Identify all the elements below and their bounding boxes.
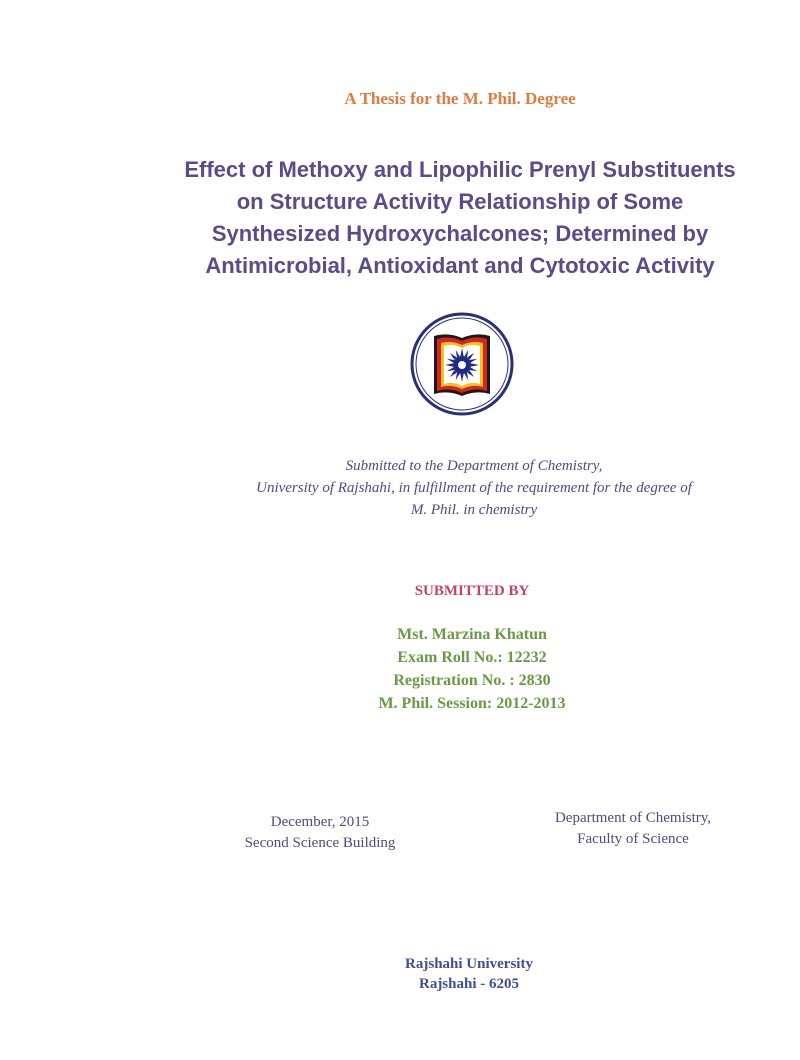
title-line: Synthesized Hydroxychalcones; Determined by [211,221,709,246]
submission-date: December, 2015 [270,814,370,830]
faculty-name: Faculty of Science [577,831,689,847]
footer-right [530,808,736,850]
registration-number: Registration No. : 2830 [393,672,551,689]
degree-line: A Thesis for the M. Phil. Degree [344,89,576,108]
title-line: on Structure Activity Relationship of Some [236,189,684,214]
footer-left [220,812,420,854]
university-name: Rajshahi University [405,956,533,972]
title-line: Antimicrobial, Antioxidant and Cytotoxic Activity [205,253,715,278]
university-block [0,954,800,994]
submitted-by-heading: SUBMITTED BY [414,583,530,599]
university-address: Rajshahi - 6205 [418,976,519,992]
building-name: Second Science Building [244,835,396,851]
exam-roll: Exam Roll No.: 12232 [397,649,547,666]
university-seal-icon [410,312,514,416]
submission-line: M. Phil. in chemistry [410,502,538,518]
session: M. Phil. Session: 2012-2013 [378,695,566,712]
submission-line: University of Rajshahi, in fulfillment of the requirement for the degree of [256,480,692,496]
title-line: Effect of Methoxy and Lipophilic Prenyl Substituents [184,157,736,182]
thesis-title [0,154,800,282]
submission-statement [0,455,800,521]
submission-line: Submitted to the Department of Chemistry, [345,458,603,474]
author-details [0,623,800,715]
department-name: Department of Chemistry, [554,810,712,826]
author-name: Mst. Marzina Khatun [397,626,547,643]
